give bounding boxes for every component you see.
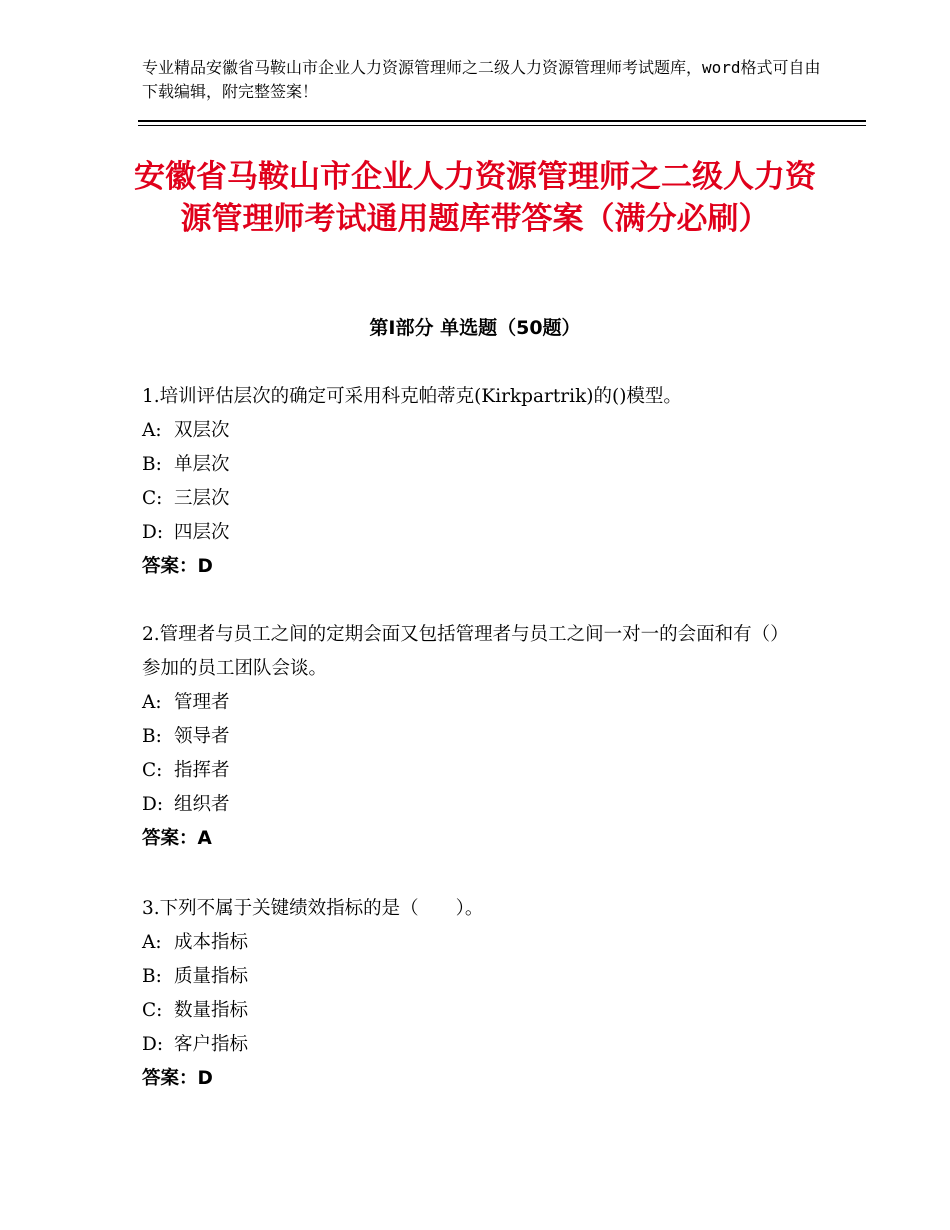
- answer: 答案：A: [142, 828, 212, 849]
- header-rule-thin: [138, 125, 866, 126]
- option-text: 双层次: [174, 420, 230, 441]
- option-letter: C:: [142, 1000, 163, 1021]
- option-d: [142, 516, 802, 550]
- option-letter: B:: [142, 966, 162, 987]
- option-d: [142, 1028, 802, 1062]
- option-b: [142, 448, 802, 482]
- option-letter: D:: [142, 1034, 164, 1055]
- option-text: 管理者: [174, 692, 230, 713]
- question-stem: 3.下列不属于关键绩效指标的是（ ）。: [142, 898, 484, 919]
- header-rule-thick: [138, 120, 866, 122]
- header-note: 专业精品安徽省马鞍山市企业人力资源管理师之二级人力资源管理师考试题库，word格式可自由下载编辑，附完整签案！: [142, 58, 821, 101]
- option-letter: D:: [142, 522, 164, 543]
- option-letter: C:: [142, 760, 163, 781]
- option-text: 领导者: [174, 726, 230, 747]
- option-text: 四层次: [174, 522, 230, 543]
- option-letter: B:: [142, 726, 162, 747]
- option-letter: A:: [142, 932, 162, 953]
- option-b: [142, 960, 802, 994]
- answer: 答案：D: [142, 556, 213, 577]
- question-1: [142, 380, 802, 584]
- option-letter: D:: [142, 794, 164, 815]
- document-title: 安徽省马鞍山市企业人力资源管理师之二级人力资源管理师考试通用题库带答案（满分必刷）: [134, 159, 816, 237]
- option-text: 三层次: [174, 488, 230, 509]
- option-d: [142, 788, 802, 822]
- answer: 答案：D: [142, 1068, 213, 1089]
- option-b: [142, 720, 802, 754]
- question-stem: 1.培训评估层次的确定可采用科克帕蒂克(Kirkpartrik)的()模型。: [142, 386, 682, 407]
- option-letter: C:: [142, 488, 163, 509]
- option-text: 指挥者: [174, 760, 230, 781]
- option-text: 客户指标: [174, 1034, 249, 1055]
- option-text: 成本指标: [174, 932, 249, 953]
- option-c: [142, 482, 802, 516]
- option-letter: A:: [142, 420, 162, 441]
- option-c: [142, 754, 802, 788]
- option-c: [142, 994, 802, 1028]
- question-3: [142, 892, 802, 1096]
- option-letter: B:: [142, 454, 162, 475]
- option-letter: A:: [142, 692, 162, 713]
- option-a: [142, 686, 802, 720]
- option-text: 数量指标: [174, 1000, 249, 1021]
- option-text: 质量指标: [174, 966, 249, 987]
- question-stem: 2.管理者与员工之间的定期会面又包括管理者与员工之间一对一的会面和有（）参加的员工团队会谈。: [142, 624, 789, 679]
- option-text: 单层次: [174, 454, 230, 475]
- section-title: 第Ⅰ部分 单选题（50题）: [369, 317, 581, 339]
- option-text: 组织者: [174, 794, 230, 815]
- option-a: [142, 926, 802, 960]
- option-a: [142, 414, 802, 448]
- question-2: [142, 618, 802, 856]
